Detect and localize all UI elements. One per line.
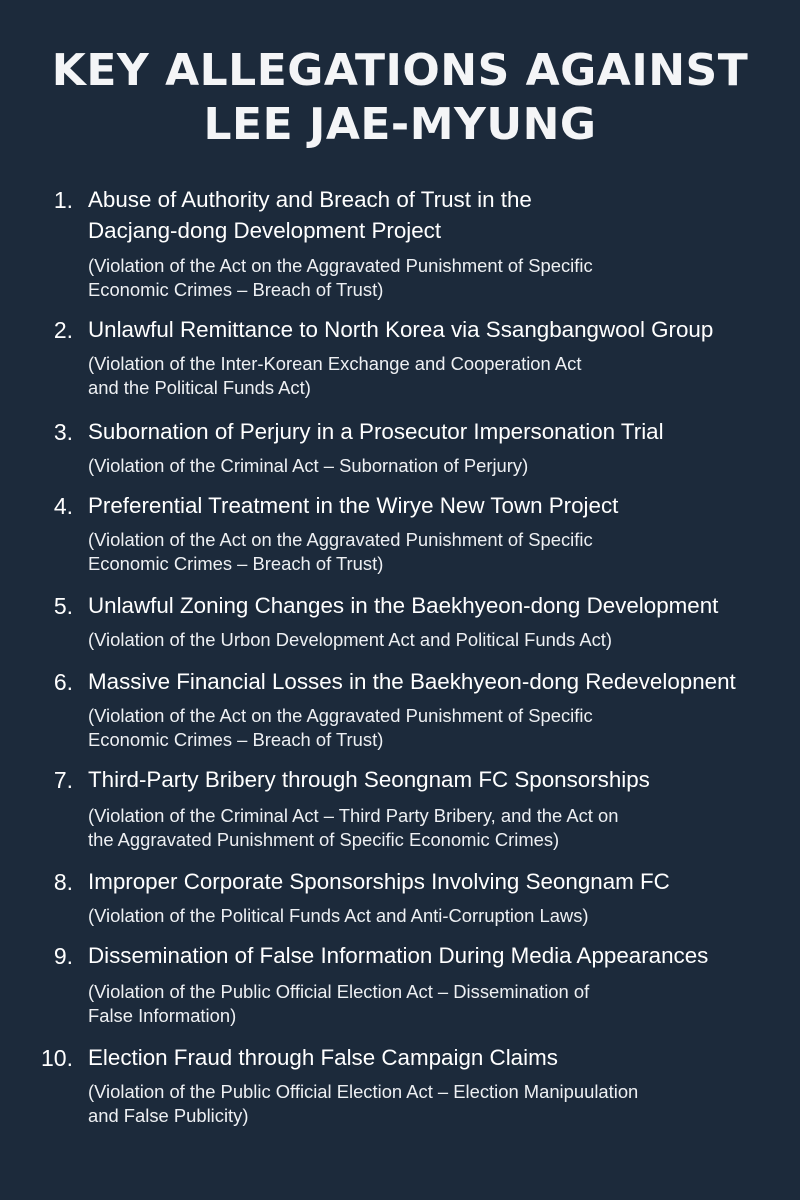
- item-heading: [88, 314, 800, 345]
- heading-line: Dacjang-dong Development Project: [88, 218, 442, 243]
- item-heading: [88, 184, 800, 246]
- heading-line: Unlawful Zoning Changes in the Baekhyeon-dong Development: [88, 593, 719, 618]
- item-number: 5.: [53, 593, 73, 619]
- item-detail: [88, 804, 800, 852]
- item-heading: [88, 764, 800, 795]
- heading-line: Abuse of Authority and Breach of Trust in the: [88, 187, 532, 212]
- title-line-1: KEY ALLEGATIONS AGAINST: [51, 45, 749, 96]
- detail-line: (Violation of the Act on the Aggravated Punishment of Specific: [88, 705, 593, 726]
- heading-line: Preferential Treatment in the Wirye New Town Project: [88, 493, 619, 518]
- item-heading: [88, 866, 800, 897]
- item-detail: [88, 704, 800, 752]
- item-number: 4.: [53, 493, 73, 519]
- heading-line: Unlawful Remittance to North Korea via Ssangbangwool Group: [88, 317, 714, 342]
- detail-line: False Information): [88, 1005, 237, 1026]
- detail-line: and False Publicity): [88, 1105, 249, 1126]
- detail-line: (Violation of the Criminal Act – Subornation of Perjury): [88, 455, 529, 476]
- heading-line: Subornation of Perjury in a Prosecutor Impersonation Trial: [88, 419, 664, 444]
- detail-line: Economic Crimes – Breach of Trust): [88, 553, 384, 574]
- detail-line: (Violation of the Criminal Act – Third Party Bribery, and the Act on: [88, 805, 619, 826]
- detail-line: (Violation of the Public Official Election Act – Dissemination of: [88, 981, 590, 1002]
- detail-line: (Violation of the Urbon Development Act and Political Funds Act): [88, 629, 613, 650]
- item-detail: [88, 904, 800, 928]
- detail-line: (Violation of the Inter-Korean Exchange and Cooperation Act: [88, 353, 582, 374]
- item-detail: [88, 528, 800, 576]
- detail-line: and the Political Funds Act): [88, 377, 311, 398]
- heading-line: Third-Party Bribery through Seongnam FC Sponsorships: [88, 767, 650, 792]
- detail-line: the Aggravated Punishment of Specific Economic Crimes): [88, 829, 560, 850]
- detail-line: (Violation of the Act on the Aggravated Punishment of Specific: [88, 255, 593, 276]
- item-heading: [88, 940, 800, 971]
- item-detail: [88, 1080, 800, 1128]
- detail-line: (Violation of the Act on the Aggravated Punishment of Specific: [88, 529, 593, 550]
- item-number: 8.: [53, 869, 73, 895]
- detail-line: (Violation of the Political Funds Act and Anti-Corruption Laws): [88, 905, 589, 926]
- title-line-2: LEE JAE-MYUNG: [203, 99, 597, 150]
- item-heading: [88, 1042, 800, 1073]
- heading-line: Improper Corporate Sponsorships Involving Seongnam FC: [88, 869, 670, 894]
- item-detail: [88, 628, 800, 652]
- heading-line: Massive Financial Losses in the Baekhyeon-dong Redevelopnent: [88, 669, 736, 694]
- item-detail: [88, 454, 800, 478]
- item-number: 3.: [53, 419, 73, 445]
- detail-line: Economic Crimes – Breach of Trust): [88, 279, 384, 300]
- item-number: 6.: [53, 669, 73, 695]
- detail-line: (Violation of the Public Official Election Act – Election Manipuulation: [88, 1081, 639, 1102]
- detail-line: Economic Crimes – Breach of Trust): [88, 729, 384, 750]
- item-number: 7.: [53, 767, 73, 793]
- item-detail: [88, 352, 800, 400]
- item-number: 9.: [53, 943, 73, 969]
- item-heading: [88, 590, 800, 621]
- item-number: 2.: [53, 317, 73, 343]
- item-number: 10.: [41, 1045, 73, 1071]
- item-heading: [88, 416, 800, 447]
- item-number: 1.: [53, 187, 73, 213]
- item-detail: [88, 254, 800, 302]
- item-heading: [88, 490, 800, 521]
- item-heading: [88, 666, 800, 697]
- heading-line: Election Fraud through False Campaign Claims: [88, 1045, 558, 1070]
- item-detail: [88, 980, 800, 1028]
- heading-line: Dissemination of False Information During Media Appearances: [88, 943, 709, 968]
